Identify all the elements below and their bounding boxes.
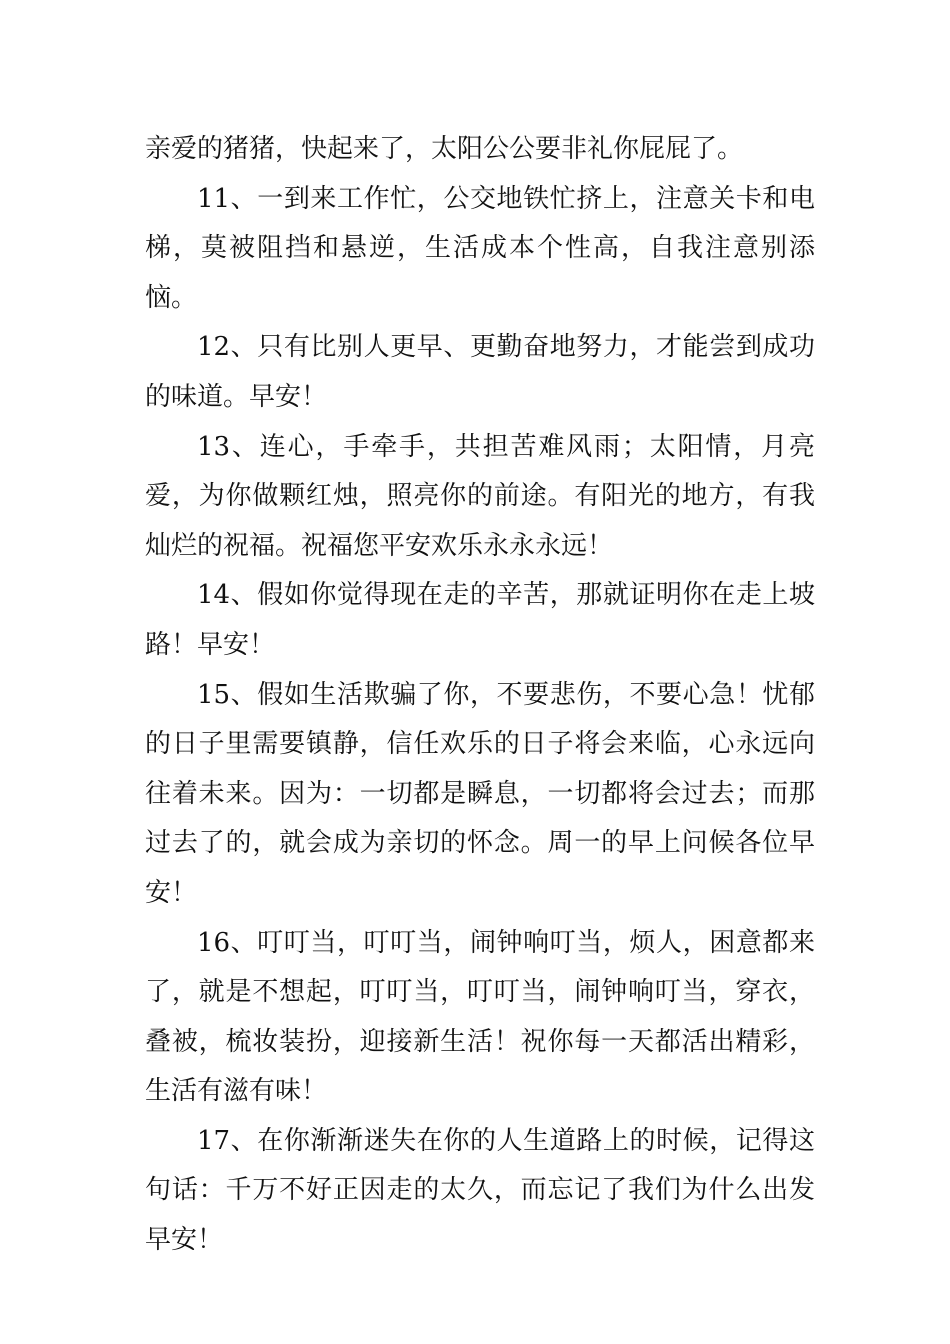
paragraph-14: 14、假如你觉得现在走的辛苦，那就证明你在走上坡路！早安！ <box>145 580 815 660</box>
paragraph-16: 16、叮叮当，叮叮当，闹钟响叮当，烦人，困意都来了，就是不想起，叮叮当，叮叮当，闹钟响叮当，穿衣，叠被，梳妆装扮，迎接新生活！祝你每一天都活出精彩，生活有滋有味！ <box>145 927 815 1107</box>
paragraph-12: 12、只有比别人更早、更勤奋地努力，才能尝到成功的味道。早安！ <box>145 332 815 412</box>
document-body <box>145 125 815 1266</box>
paragraph-continued: 亲爱的猪猪，快起来了，太阳公公要非礼你屁屁了。 <box>145 134 744 164</box>
paragraph-15: 15、假如生活欺骗了你，不要悲伤，不要心急！忧郁的日子里需要镇静，信任欢乐的日子将会来临，心永远向往着未来。因为：一切都是瞬息，一切都将会过去；而那过去了的，就会成为亲切的怀念。周一的早上问候各位早安！ <box>145 679 815 908</box>
paragraph-11: 11、一到来工作忙，公交地铁忙挤上，注意关卡和电梯，莫被阻挡和悬逆，生活成本个性高，自我注意别添恼。 <box>145 183 815 313</box>
paragraph-17: 17、在你渐渐迷失在你的人生道路上的时候，记得这句话：千万不好正因走的太久，而忘记了我们为什么出发早安！ <box>145 1125 815 1256</box>
paragraph-13: 13、连心，手牵手，共担苦难风雨；太阳情，月亮爱，为你做颗红烛，照亮你的前途。有阳光的地方，有我灿烂的祝福。祝福您平安欢乐永永永远！ <box>145 431 815 561</box>
